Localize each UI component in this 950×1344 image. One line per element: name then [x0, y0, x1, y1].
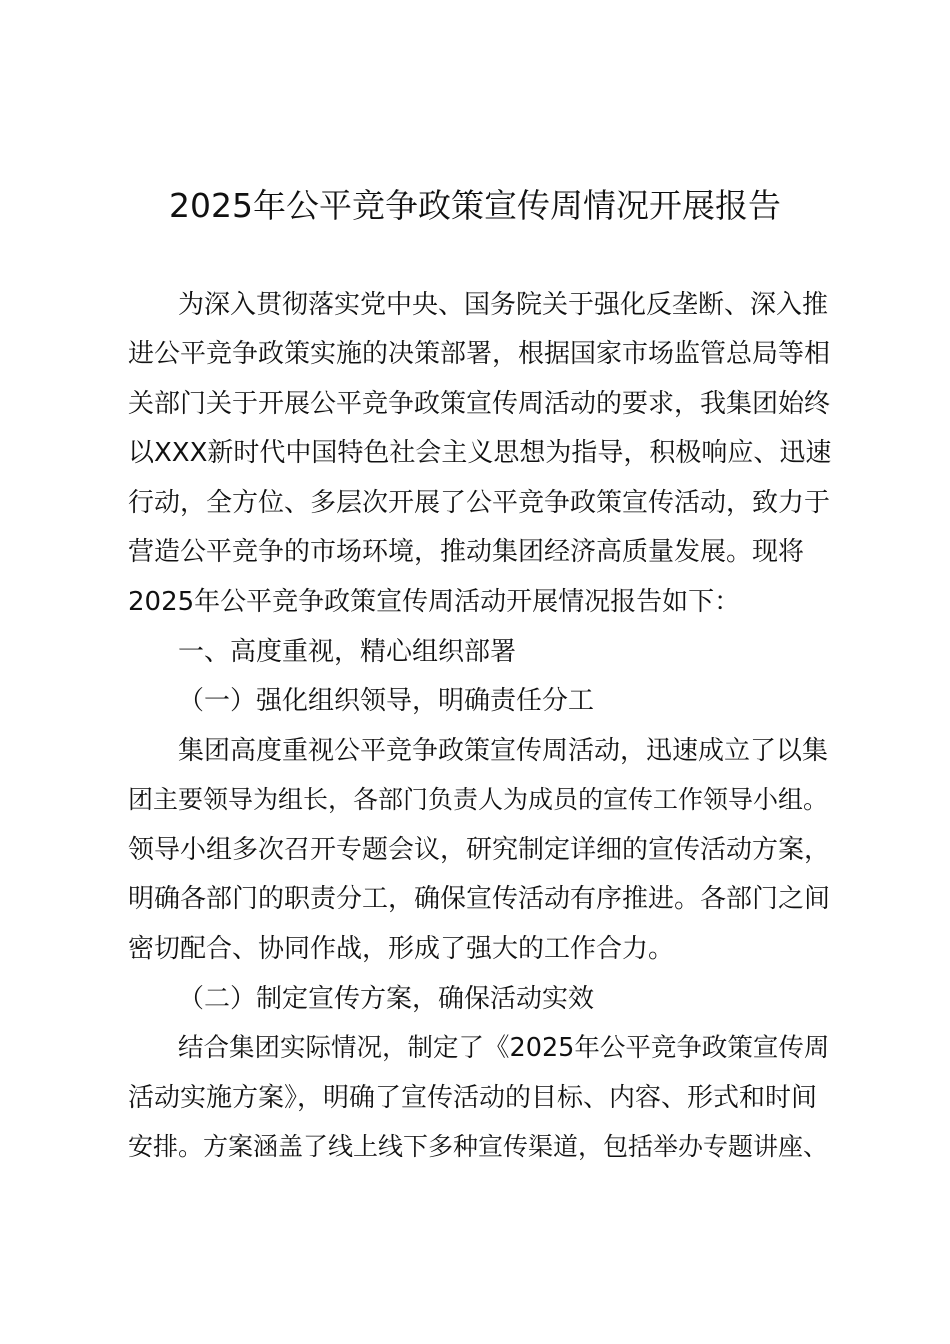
- paragraph-line: 为深入贯彻落实党中央、国务院关于强化反垄断、深入推: [178, 290, 829, 320]
- paragraph-line: 行动，全方位、多层次开展了公平竞争政策宣传活动，致力于: [128, 488, 831, 518]
- paragraph-line: 集团高度重视公平竞争政策宣传周活动，迅速成立了以集: [178, 736, 829, 766]
- paragraph-line: 2025年公平竞争政策宣传周活动开展情况报告如下：: [128, 587, 741, 617]
- paragraph-line: 活动实施方案》，明确了宣传活动的目标、内容、形式和时间: [128, 1083, 818, 1113]
- paragraph-line: 营造公平竞争的市场环境，推动集团经济高质量发展。现将: [128, 537, 805, 567]
- paragraph-line: 进公平竞争政策实施的决策部署，根据国家市场监管总局等相: [128, 339, 831, 369]
- section-heading: 一、高度重视，精心组织部署: [178, 637, 517, 667]
- paragraph-line: 结合集团实际情况，制定了《2025年公平竞争政策宣传周: [178, 1033, 830, 1063]
- paragraph-line: 团主要领导为组长，各部门负责人为成员的宣传工作领导小组。: [128, 785, 829, 814]
- subsection-heading: （一）强化组织领导，明确责任分工: [178, 686, 595, 716]
- paragraph-line: 密切配合、协同作战，形成了强大的工作合力。: [128, 934, 675, 964]
- paragraph-line: 安排。方案涵盖了线上线下多种宣传渠道，包括举办专题讲座、: [128, 1132, 829, 1161]
- document-title: 2025年公平竞争政策宣传周情况开展报告: [169, 186, 781, 225]
- paragraph-line: 关部门关于开展公平竞争政策宣传周活动的要求，我集团始终: [128, 389, 831, 419]
- paragraph-line: 以XXX新时代中国特色社会主义思想为指导，积极响应、迅速: [128, 438, 832, 468]
- paragraph-line: 明确各部门的职责分工，确保宣传活动有序推进。各部门之间: [128, 884, 831, 914]
- paragraph-line: 领导小组多次召开专题会议，研究制定详细的宣传活动方案，: [128, 835, 831, 865]
- subsection-heading: （二）制定宣传方案，确保活动实效: [178, 984, 595, 1014]
